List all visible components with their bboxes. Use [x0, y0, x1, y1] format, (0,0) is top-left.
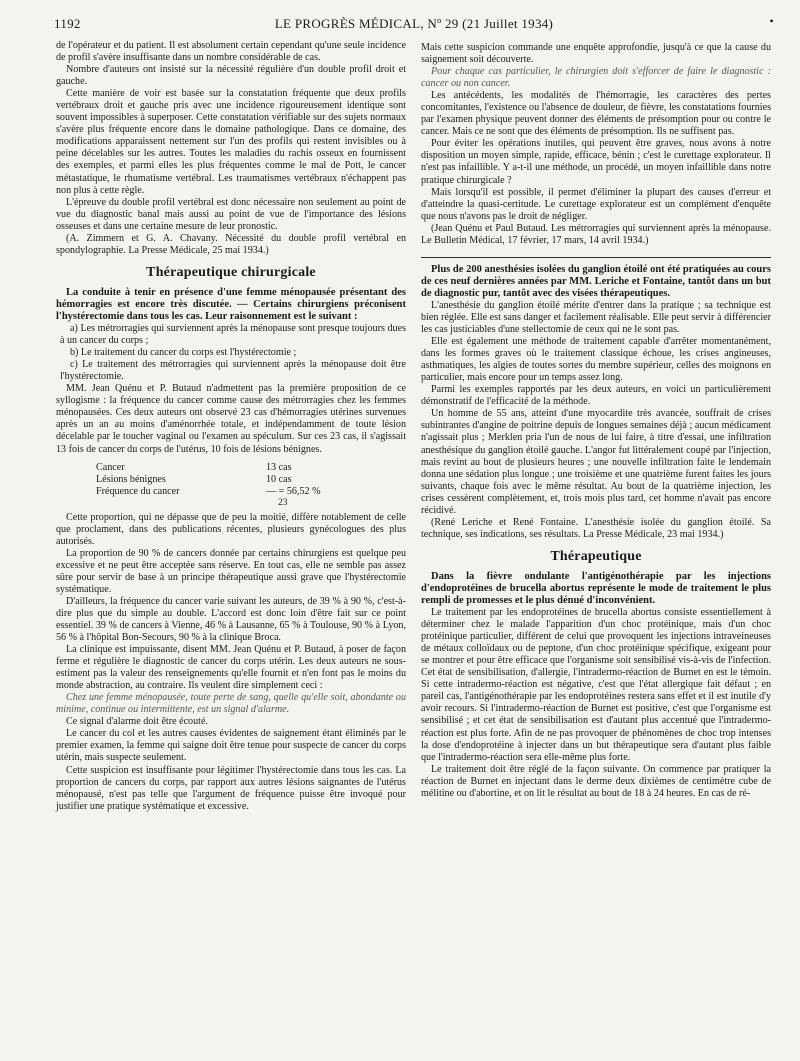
section-heading: Thérapeutique [550, 548, 642, 564]
stat-label: Cancer [96, 461, 125, 473]
lead-paragraph: Dans la fièvre ondulante l'antigénothérapie par les injections d'endoprotéines de brucella abortus représente le mode de traitement le plus rempli de promesses et le plus dénué d'inconvénient. [421, 570, 771, 607]
paragraph: de l'opérateur et du patient. Il est absolument certain cependant qu'une seule incidence de profil s'avère insuffisante dans un nombre considérable de cas. [56, 40, 406, 64]
paragraph: Nombre d'auteurs ont insisté sur la nécessité régulière d'un double profil droit et gauche. [56, 64, 406, 88]
stat-row [96, 474, 336, 486]
paragraph: L'anesthésie du ganglion étoilé mérite d'entrer dans la pratique ; sa technique est bien réglée. Elle est sans danger et facilement réalisable. Elle peut servir à différencier les cas justiciables d'une stellectomie de ceux qui ne le sont pas. [421, 299, 771, 336]
citation: (A. Zimmern et G. A. Chavany. Nécessité du double profil vertébral en spondylographie. La Presse Médicale, 25 mai 1934.) [56, 232, 406, 256]
lead-paragraph: La conduite à tenir en présence d'une femme ménopausée présentant des hémorragies est encore très discutée. — Certains chirurgiens préconisent l'hystérectomie dans tous les cas. Leur raisonnement est le suivant : [56, 286, 406, 322]
stat-row [96, 462, 336, 474]
paragraph: La clinique est impuissante, disent MM. Jean Quénu et P. Butaud, à poser de façon ferme et régulière le diagnostic de cancer du corps utérin. Les deux auteurs ne sous-estiment pas la valeur des renseignements qu'elle fournit et n'en font pas le moins du monde abstraction, au contraire. Ils veulent dire simplement ceci : [56, 644, 406, 692]
page-number: 1192 [54, 16, 81, 31]
section-heading: Thérapeutique chirurgicale [146, 264, 316, 280]
paragraph: Le traitement doit être réglé de la façon suivante. On commence par pratiquer la réaction de Burnet en injectant dans le derme deux dixièmes de centimètre cube de mélitine ou d'abortine, et on lit le résultat au bout de 18 à 24 heures. En cas de ré- [421, 763, 771, 799]
corner-mark: • [769, 14, 774, 28]
fraction-denominator: 23 [278, 497, 288, 508]
list-item: b) Le traitement du cancer du corps est l'hystérectomie ; [70, 347, 297, 359]
stat-value: 13 cas [266, 461, 292, 473]
paragraph: MM. Jean Quénu et P. Butaud n'admettent pas la première proposition de ce syllogisme : la fréquence du cancer comme cause des métrorragies chez les femmes ménopausées. Ces deux auteurs ont observé 23 cas d'hémorragies utérines survenues après un an au moins d'aménorrhée totale, et indépendamment de toute lésion décelable par le toucher vaginal ou l'examen au spéculum. Sur ces 23 cas, il s'agissait 13 fois de cancer du corps de l'utérus, 10 fois de lésions bénignes. [56, 383, 406, 455]
citation: (René Leriche et René Fontaine. L'anesthésie isolée du ganglion étoilé. Sa technique, ses indications, ses résultats. La Presse Médicale, 23 mai 1934.) [421, 516, 771, 540]
list-item: c) Le traitement des métrorragies qui surviennent après la ménopause doit être l'hystérectomie. [60, 359, 406, 383]
paragraph: Le traitement par les endoprotéines de brucella abortus consiste essentiellement à déterminer chez le malade l'apparition d'un choc protéinique, mais d'un choc protéinique particulier, différent de celui que provoquent les injections intraveineuses de métaux colloïdaux ou de peptone, d'un choc protéinique spécifique, exigeant pour se montrer et pour être efficace que l'organisme soit sensibilisé vis-à-vis de l'infection. Cet état de sensibilisation, d'allergie, l'intradermo-réaction de Burnet en est le témoin. Si cette intradermo-réaction est négative, c'est que l'état allergique fait défaut ; en pareil cas, l'antigénothérapie par les endoprotéines restera sans effet et il est inutile d'y avoir recours. Si l'intradermo-réaction de Burnet est positive, c'est que l'organisme est sensibilisé ; et cet état de sensibilisation est d'autant plus accentué que l'intradermo-réaction est plus forte. Afin de ne pas provoquer de phénomènes de choc trop intenses la dose d'endoprotéine à injecter dans un but thérapeutique sera d'autant plus faible que l'intradermo-réaction sera elle-même plus forte. [421, 607, 771, 763]
stat-row [96, 486, 336, 498]
right-column [421, 42, 771, 800]
paragraph: Le cancer du col et les autres causes évidentes de saignement étant éliminés par le premier examen, la femme qui saigne doit être tenue pour suspecte de cancer du corps utérin, mais suspecte seulement. [56, 728, 406, 764]
left-column [56, 40, 406, 813]
paragraph: Cette proportion, qui ne dépasse que de peu la moitié, diffère notablement de celle que proclament, dans des publications récentes, plusieurs gynécologues des plus autorisés. [56, 511, 406, 547]
paragraph: Parmi les exemples rapportés par les deux auteurs, en voici un particulièrement démonstratif de l'efficacité de la méthode. [421, 384, 771, 408]
paragraph: Un homme de 55 ans, atteint d'une myocardite très avancée, souffrait de crises subintrantes d'angine de poitrine depuis de longues semaines déjà ; aucun médicament n'agissait plus ; Merklen pria l'un de nous de lui faire, à titre d'essai, une infiltration anesthésique du ganglion étoilé gauche. L'angor fut littéralement coupé par l'injection, mais revint au bout de plusieurs heures ; une nouvelle infiltration faite le lendemain donna une sédation plus longue ; une troisième et une quatrième furent faites les jours suivants, chaque fois avec le même résultat. Au bout de la quatrième injection, les crises cessèrent complètement, et, trois mois plus tard, cet homme n'avait pas encore récidivé. [421, 408, 771, 516]
list-item: a) Les métrorragies qui surviennent après la ménopause sont presque toujours dues à un cancer du corps ; [60, 323, 406, 347]
paragraph: La proportion de 90 % de cancers donnée par certains chirurgiens est quelque peu excessive et ne peut être acceptée sans réserve. En tout cas, elle ne semble pas assez sûre pour servir de base à un principe thérapeutique aussi grave que l'hystérectomie systématique. [56, 547, 406, 595]
paragraph: Cette manière de voir est basée sur la constatation fréquente que deux profils vertébraux droit et gauche pris avec une incidence rigoureusement identique sont souvent impossibles à superposer. Cette constatation vérifiable sur des sujets normaux s'avère plus fréquente encore dans le domaine pathologique. Dans ce domaine, des modifications apparaissent nettement sur l'un des profils qui restent invisibles ou à peine décelables sur les autres. Toutes les maladies du rachis osseux en fournissent des exemples, et parmi elles les plus fréquentes comme le mal de Pott, le cancer métastatique, le rhumatisme vertébral. Les traumatismes vertébraux n'échappent pas non plus à cette règle. [56, 88, 406, 196]
stat-value: 10 cas [266, 473, 292, 485]
paragraph: L'épreuve du double profil vertébral est donc nécessaire non seulement au point de vue du diagnostic banal mais aussi au point de vue de l'importance des lésions osseuses et dans une certaine mesure de leur pronostic. [56, 196, 406, 232]
journal-title: LE PROGRÈS MÉDICAL, Nº 29 (21 Juillet 1934) [274, 16, 554, 31]
lead-paragraph: Plus de 200 anesthésies isolées du ganglion étoilé ont été pratiquées au cours de ces neuf dernières années par MM. Leriche et Fontaine, tantôt dans un but de diagnostic pur, tantôt avec des visées thérapeutiques. [421, 263, 771, 299]
stat-label: Fréquence du cancer [96, 485, 180, 497]
stat-label: Lésions bénignes [96, 473, 166, 485]
paragraph: Mais lorsqu'il est possible, il permet d'éliminer la plupart des causes d'erreur et d'atteindre la quasi-certitude. Le curettage explorateur est un complément d'enquête que nous n'avons pas le droit de négliger. [421, 186, 771, 222]
citation: (Jean Quénu et Paul Butaud. Les métrorragies qui surviennent après la ménopause. Le Bulletin Médical, 17 février, 17 mars, 14 avril 1934.) [421, 222, 771, 246]
stat-value: — = 56,52 % [266, 485, 321, 497]
paragraph: D'ailleurs, la fréquence du cancer varie suivant les auteurs, de 39 % à 90 %, c'est-à-dire plus que du simple au double. L'accord est donc loin d'être fait sur ce point essentiel. 39 % de cancers à Vienne, 46 % à Lausanne, 65 % à Toulouse, 90 % à Lyon, 56 % à l'hôpital Bon-Secours, 90 % à la clinique Broca. [56, 595, 406, 644]
statistics-table [96, 462, 336, 508]
italic-quote: Pour chaque cas particulier, le chirurgien doit s'efforcer de faire le diagnostic : cancer ou non cancer. [421, 66, 771, 90]
paragraph: Mais cette suspicion commande une enquête approfondie, jusqu'à ce que la cause du saignement soit découverte. [421, 42, 771, 66]
paragraph: Elle est également une méthode de traitement capable d'arrêter momentanément, dans les formes graves où le traitement classique échoue, les crises angineuses, asthmatiques, les algies de toutes sortes du membre supérieur, celles des moignons en particulier, mais encore pour un temps assez long. [421, 336, 771, 384]
page-header [54, 14, 774, 34]
paragraph: Cette suspicion est insuffisante pour légitimer l'hystérectomie dans tous les cas. La proportion de cancers du corps, par rapport aux autres lésions saignantes de l'utérus ménopausé, n'est pas telle que l'argument de fréquence puisse être invoqué pour justifier une pratique systématique et excessive. [56, 764, 406, 812]
paragraph: Pour éviter les opérations inutiles, qui peuvent être graves, nous avons à notre disposition un moyen simple, rapide, efficace, bénin ; c'est le curettage explorateur. Il n'est pas infaillible. Y a-t-il une méthode, un procédé, un moyen infaillible dans notre pratique chirurgicale ? [421, 138, 771, 186]
section-divider [421, 257, 771, 258]
paragraph: Ce signal d'alarme doit être écouté. [66, 716, 208, 728]
italic-quote: Chez une femme ménopausée, toute perte de sang, quelle qu'elle soit, abondante ou minime, continue ou intermittente, est un signal d'alarme. [56, 692, 406, 716]
paragraph: Les antécédents, les modalités de l'hémorragie, les caractères des pertes concomitantes, l'existence ou l'absence de douleur, de fièvre, les constatations fournies par l'examen physique peuvent donner des éléments de présomption pour ou contre le cancer. Mais ce ne sont que des éléments de présomption. Ils ne suffisent pas. [421, 90, 771, 138]
